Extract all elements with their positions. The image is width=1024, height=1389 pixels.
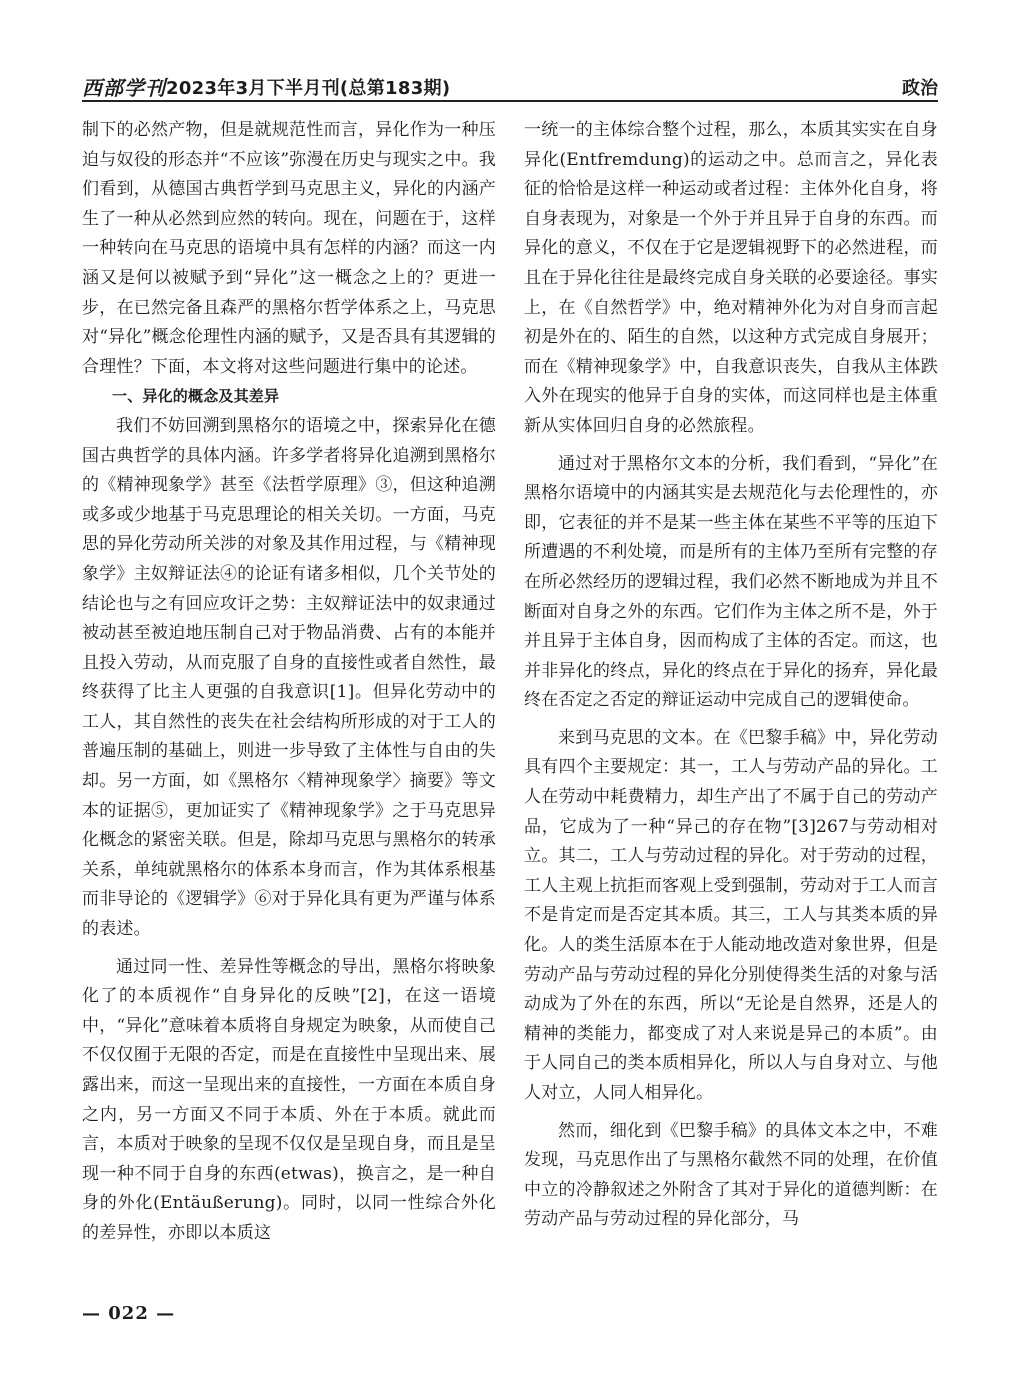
paragraph: 来到马克思的文本。在《巴黎手稿》中，异化劳动具有四个主要规定：其一，工人与劳动产品的异化。工人在劳动中耗费精力，却生产出了不属于自己的劳动产品，它成为了一种“异己的存在物”[3]267与劳动相对立。其二，工人与劳动过程的异化。对于劳动的过程，工人主观上抗拒而客观上受到强制，劳动对于工人而言不是肯定而是否定其本质。其三，工人与其类本质的异化。人的类生活原本在于人能动地改造对象世界，但是劳动产品与劳动过程的异化分别使得类生活的对象与活动成为了外在的东西，所以“无论是自然界，还是人的精神的类能力，都变成了对人来说是异己的本质”。由于人同自己的类本质相异化，所以人与自身对立、与他人对立，人同人相异化。 xyxy=(524,727,938,1103)
page-number: — 022 — xyxy=(82,1303,176,1324)
issue-info: 2023年3月下半月刊(总第183期) xyxy=(166,78,451,99)
paragraph-gap xyxy=(524,716,938,724)
section-heading: 一、异化的概念及其差异 xyxy=(112,387,280,406)
right-column xyxy=(524,116,938,1235)
paragraph: 通过同一性、差异性等概念的导出，黑格尔将映象化了的本质视作“自身异化的反映”[2]，在这一语境中，“异化”意味着本质将自身规定为映象，从而使自己不仅仅囿于无限的否定，而是在直接性中呈现出来、展露出来，而这一呈现出来的直接性，一方面在本质自身之内，另一方面又不同于本质、外在于本质。就此而言，本质对于映象的呈现不仅仅是呈现自身，而且是呈现一种不同于自身的东西(etwas)，换言之，是一种自身的外化(Entäußerung)。同时，以同一性综合外化的差异性，亦即以本质这 xyxy=(82,956,496,1243)
paragraph-gap xyxy=(524,442,938,450)
paragraph: 我们不妨回溯到黑格尔的语境之中，探索异化在德国古典哲学的具体内涵。许多学者将异化追溯到黑格尔的《精神现象学》甚至《法哲学原理》③，但这种追溯或多或少地基于马克思理论的相关关切。一方面，马克思的异化劳动所关涉的对象及其作用过程，与《精神现象学》主奴辩证法④的论证有诸多相似，几个关节处的结论也与之有回应攻讦之势：主奴辩证法中的奴隶通过被动甚至被迫地压制自己对于物品消费、占有的本能并且投入劳动，从而克服了自身的直接性或者自然性，最终获得了比主人更强的自我意识[1]。但异化劳动中的工人，其自然性的丧失在社会结构所形成的对于工人的普遍压制的基础上，则进一步导致了主体性与自由的失却。另一方面，如《黑格尔〈精神现象学〉摘要》等文本的证据⑤，更加证实了《精神现象学》之于马克思异化概念的紧密关联。但是，除却马克思与黑格尔的转承关系，单纯就黑格尔的体系本身而言，作为其体系根基而非导论的《逻辑学》⑥对于异化具有更为严谨与体系的表述。 xyxy=(82,415,496,940)
left-column xyxy=(82,116,496,1249)
paragraph-continuation: 制下的必然产物，但是就规范性而言，异化作为一种压迫与奴役的形态并“不应该”弥漫在历史与现实之中。我们看到，从德国古典哲学到马克思主义，异化的内涵产生了一种从必然到应然的转向。现在，问题在于，这样一种转向在马克思的语境中具有怎样的内涵？而这一内涵又是何以被赋予到“异化”这一概念之上的？更进一步，在已然完备且森严的黑格尔哲学体系之上，马克思对“异化”概念伦理性内涵的赋予，又是否具有其逻辑的合理性？下面，本文将对这些问题进行集中的论述。 xyxy=(82,120,496,377)
paragraph-continuation: 一统一的主体综合整个过程，那么，本质其实实在自身异化(Entfremdung)的运动之中。总而言之，异化表征的恰恰是这样一种运动或者过程：主体外化自身，将自身表现为，对象是一个外于并且异于自身的东西。而异化的意义，不仅在于它是逻辑视野下的必然进程，而且在于异化往往是最终完成自身关联的必要途径。事实上，在《自然哲学》中，绝对精神外化为对自身而言起初是外在的、陌生的自然，以这种方式完成自身展开；而在《精神现象学》中，自我意识丧失，自我从主体跌入外在现实的他异于自身的实体，而这同样也是主体重新从实体回归自身的必然旅程。 xyxy=(524,120,938,436)
paragraph: 通过对于黑格尔文本的分析，我们看到，“异化”在黑格尔语境中的内涵其实是去规范化与去伦理性的，亦即，它表征的并不是某一些主体在某些不平等的压迫下所遭遇的不利处境，而是所有的主体乃至所有完整的存在所必然经历的逻辑过程，我们必然不断地成为并且不断面对自身之外的东西。它们作为主体之所不是，外于并且异于主体自身，因而构成了主体的否定。而这，也并非异化的终点，异化的终点在于异化的扬弃，异化最终在否定之否定的辩证运动中完成自己的逻辑使命。 xyxy=(524,453,938,711)
paragraph: 然而，细化到《巴黎手稿》的具体文本之中，不难发现，马克思作出了与黑格尔截然不同的处理，在价值中立的冷静叙述之外附含了其对于异化的道德判断：在劳动产品与劳动过程的异化部分，马 xyxy=(524,1120,938,1230)
paragraph-gap xyxy=(524,1109,938,1117)
running-header xyxy=(82,70,938,102)
header-rule xyxy=(82,100,938,102)
journal-logo: 西部学刊 xyxy=(82,76,166,100)
paragraph-gap xyxy=(82,945,496,953)
section-label: 政治 xyxy=(902,78,938,99)
